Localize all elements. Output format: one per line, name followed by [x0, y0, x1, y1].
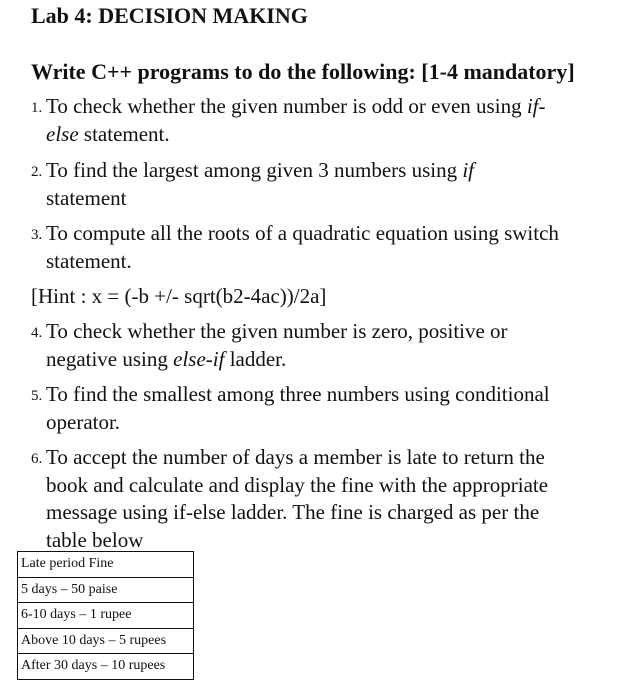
item-text: To check whether the given number is zero, positive or: [46, 319, 508, 343]
table-row: [18, 577, 194, 603]
hint-formula: [Hint : x = (-b +/- sqrt(b2-4ac))/2a]: [31, 284, 327, 308]
item-number: 1.: [31, 100, 43, 116]
item-text: statement.: [78, 121, 170, 146]
instructions-heading: Write C++ programs to do the following: [1-4 mandatory]: [31, 59, 575, 84]
item-text: message using if-else ladder. The fine is charged as per the: [46, 500, 540, 524]
table-row: [18, 603, 194, 629]
item-text: statement.: [46, 248, 132, 273]
table-cell: Above 10 days – 5 rupees: [18, 628, 194, 654]
table-cell: Late period Fine: [18, 552, 194, 578]
item-text: operator.: [46, 409, 121, 434]
item-keyword: else: [46, 121, 79, 146]
list-item-2: [31, 157, 616, 212]
table-row: [18, 654, 194, 680]
table-cell: 5 days – 50 paise: [18, 577, 194, 603]
item-text: To compute all the roots of a quadratic equation using switch: [46, 221, 559, 245]
table-cell: After 30 days – 10 rupees: [18, 654, 194, 680]
item-text: book and calculate and display the fine with the appropriate: [46, 472, 549, 497]
table-row: [18, 628, 194, 654]
fine-table: [17, 551, 194, 680]
item-number: 3.: [31, 227, 43, 243]
item-text: To check whether the given number is odd or even using: [46, 94, 527, 118]
item-number: 6.: [31, 451, 43, 467]
table-row: [18, 552, 194, 578]
item-number: 5.: [31, 388, 43, 404]
list-item-6: [31, 444, 616, 554]
item-text: table below: [46, 527, 144, 552]
item-number: 2.: [31, 164, 43, 180]
item-keyword: else-if: [173, 346, 225, 371]
list-item-4: [31, 318, 616, 373]
list-item-1: [31, 93, 616, 148]
item-text: ladder.: [224, 346, 287, 371]
item-text: To find the largest among given 3 numbers using: [46, 158, 463, 182]
lab-title: Lab 4: DECISION MAKING: [31, 3, 308, 28]
item-keyword: if: [462, 158, 475, 182]
item-text: statement: [46, 185, 127, 210]
item-number: 4.: [31, 325, 43, 341]
item-text: To find the smallest among three numbers using conditional: [46, 382, 550, 406]
item-text: negative using: [46, 346, 174, 371]
item-text: To accept the number of days a member is late to return the: [46, 445, 545, 469]
list-item-5: [31, 381, 616, 436]
list-item-3: [31, 220, 616, 275]
table-cell: 6-10 days – 1 rupee: [18, 603, 194, 629]
item-keyword: if-: [526, 94, 546, 118]
